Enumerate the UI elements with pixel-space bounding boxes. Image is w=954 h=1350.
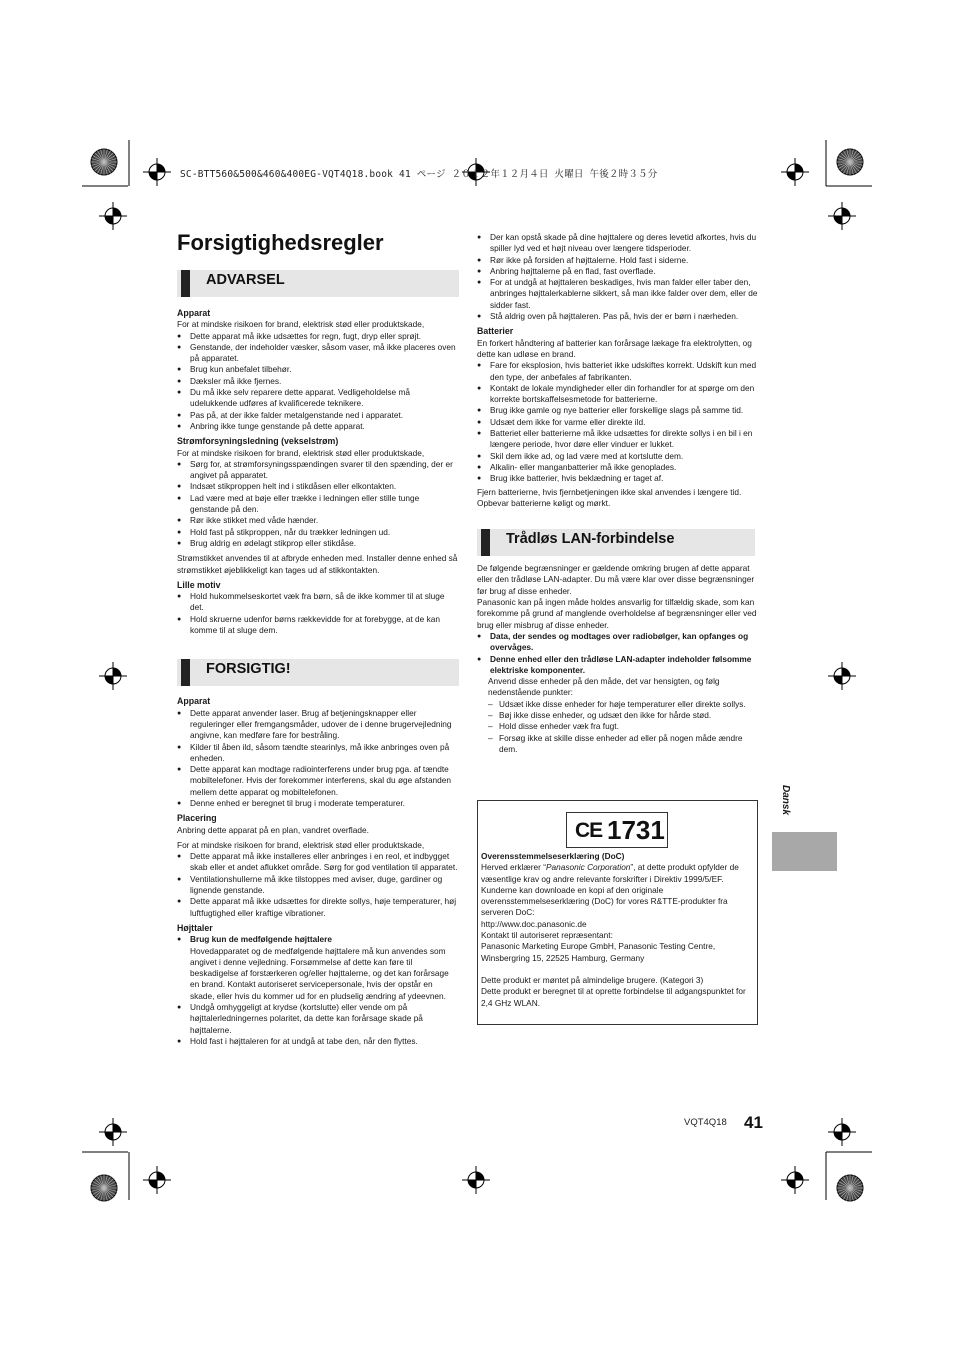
list-item: ● Data, der sendes og modtages over radiobølger, kan opfanges og overvåges. xyxy=(477,631,758,654)
ce-marking xyxy=(566,812,668,848)
hoejttaler-title: Højttaler xyxy=(177,922,213,933)
list-item: ● Batteriet eller batterierne må ikke udsættes for direkte sollys i en bil i en længere periode, hvor døre eller vinduer er lukket. xyxy=(477,428,758,451)
lan-bold-line: Denne enhed eller den trådløse LAN-adapter indeholder følsomme elektriske komponenter. xyxy=(490,653,752,675)
list-item: – Forsøg ikke at skille disse enheder ad eller på nogen måde ændre dem. xyxy=(488,733,758,756)
doc-url[interactable]: http://www.doc.panasonic.de xyxy=(481,918,587,929)
lan-heading: Trådløs LAN-forbindelse xyxy=(506,531,675,548)
doc-address: Panasonic Marketing Europe GmbH, Panasonic Testing Centre, Winsbergring 15, 22525 Hamburg, Germany xyxy=(481,941,716,963)
batterier-intro: En forkert håndtering af batterier kan forårsage lækage fra elektrolytten, og dette kan udløse en brand. xyxy=(477,337,752,359)
list-item: ● Dette apparat må ikke udsættes for direkte sollys, høje temperaturer, høj luftfugtighed eller kraftige vibrationer. xyxy=(177,896,459,919)
advarsel-heading-bar xyxy=(177,270,459,297)
list-item: ● Brug aldrig en ødelagt stikprop eller stikdåse. xyxy=(177,538,459,549)
placering-list xyxy=(177,851,459,919)
batterier-list xyxy=(477,360,758,484)
language-tab xyxy=(772,832,837,871)
list-item: ● Brug ikke batterier, hvis beklædning er taget af. xyxy=(477,473,758,484)
list-item: ● Hold hukommelseskortet væk fra børn, så de ikke kommer til at sluge det. xyxy=(177,591,459,614)
hoejttaler-list xyxy=(177,934,459,1047)
hoejttaler-bold-line: Brug kun de medfølgende højttalere xyxy=(190,934,332,945)
list-item: ● Der kan opstå skade på dine højttalere og deres levetid afkortes, hvis du spiller lyd ved et højt niveau over længere tidsperioder. xyxy=(477,232,758,255)
list-item: ● Denne enhed er beregnet til brug i moderate temperaturer. xyxy=(177,798,459,809)
ce-number: 1731 xyxy=(607,815,665,845)
ce-logo: CE xyxy=(575,819,603,842)
placering-intro1: Anbring dette apparat på en plan, vandret overflade. xyxy=(177,824,369,835)
list-item: ● For at undgå at højttaleren beskadiges, hvis man falder eller taber den, anbringes højttalerkablerne sikkert, så man ikke falder over dem, eller de sidder fast. xyxy=(477,277,758,311)
doc-category: Dette produkt er møntet på almindelige brugere. (Kategori 3) xyxy=(481,974,704,985)
lan-list xyxy=(477,631,758,676)
apparat-title: Apparat xyxy=(177,308,211,318)
doc-contact-label: Kontakt til autoriseret repræsentant: xyxy=(481,930,613,941)
stroem-intro: For at mindske risikoen for brand, elektrisk stød eller produktskade, xyxy=(177,447,425,458)
list-item: ● Dæksler må ikke fjernes. xyxy=(177,376,459,387)
list-item: ● Genstande, der indeholder væsker, såsom vaser, må ikke placeres oven på apparatet. xyxy=(177,342,459,365)
document-code: VQT4Q18 xyxy=(684,1117,727,1128)
list-item: ● Skil dem ikke ad, og lad være med at kortslutte dem. xyxy=(477,451,758,462)
list-item: ● Du må ikke selv reparere dette apparat. Vedligeholdelse må udelukkende udføres af kvalificerede teknikere. xyxy=(177,387,459,410)
doc-wlan: Dette produkt er beregnet til at oprette forbindelse til adgangspunktet for 2,4 GHz WLAN. xyxy=(481,986,746,1008)
stroem-note: Strømstikket anvendes til at afbryde enheden med. Installer denne enhed så strømstikket øjeblikkeligt kan tages ud af stikkontakten. xyxy=(177,553,458,575)
forsigtig-apparat-title: Apparat xyxy=(177,696,211,707)
print-info-line: SC-BTT560&500&460&400EG-VQT4Q18.book 41 ページ ２０１２年１２月４日 火曜日 午後２時３５分 xyxy=(180,169,658,180)
list-item: – Bøj ikke disse enheder, og udsæt den ikke for hårde stød. xyxy=(488,710,758,721)
forsigtig-heading-bar xyxy=(177,659,459,686)
batterier-title: Batterier xyxy=(477,326,514,337)
list-item: ● Hold fast i højttaleren for at undgå at tabe den, når den flyttes. xyxy=(177,1036,459,1047)
list-item: ● Rør ikke stikket med våde hænder. xyxy=(177,515,459,526)
list-item: ● Hold skruerne udenfor børns rækkevidde for at forebygge, at de kan komme til at sluge dem. xyxy=(177,614,459,637)
list-item: ● Sørg for, at strømforsyningsspændingen svarer til den spænding, der er angivet på apparatet. xyxy=(177,459,459,482)
list-item: ● Hold fast på stikproppen, når du trækker ledningen ud. xyxy=(177,527,459,538)
list-item: ● Lad være med at bøje eller trække i ledningen eller stille tunge genstande på den. xyxy=(177,493,459,516)
forsigtig-apparat-list xyxy=(177,708,459,810)
lan-heading-bar xyxy=(477,529,755,556)
doc-download: Kunderne kan downloade en kopi af den originale overensstemmelseserklæring (DoC) for vores R&TTE-produkter fra serveren DoC: xyxy=(481,884,728,918)
list-item: ● Dette apparat anvender laser. Brug af betjeningsknapper eller reguleringer eller fremgangsmåder, udover de i denne brugervejledning angivne, kan medføre fare for bestråling. xyxy=(177,708,459,742)
list-item xyxy=(477,654,758,677)
stroem-title: Strømforsyningsledning (vekselstrøm) xyxy=(177,436,339,447)
list-item: – Hold disse enheder væk fra fugt. xyxy=(488,721,758,732)
lille-list xyxy=(177,591,459,636)
apparat-list xyxy=(177,331,459,433)
forsigtig-heading: FORSIGTIG! xyxy=(206,661,291,678)
list-item: ● Dette apparat må ikke udsættes for regn, fugt, dryp eller sprøjt. xyxy=(177,331,459,342)
left-column xyxy=(177,270,459,1047)
lan-paragraph-1: De følgende begrænsninger er gældende omkring brugen af dette apparat eller den trådløse LAN-adapter. Du må være klar over disse begrænsninger før brug af disse enheder. xyxy=(477,563,755,596)
lille-motiv-title: Lille motiv xyxy=(177,579,221,590)
lan-instructions: Anvend disse enheder på den måde, det var hensigten, og følg nedenstående punkter: xyxy=(488,676,720,698)
list-item xyxy=(177,934,459,1002)
list-item: ● Brug kun anbefalet tilbehør. xyxy=(177,364,459,375)
list-item: ● Kontakt de lokale myndigheder eller din forhandler for at spørge om den korrekte bortskaffelsesmetode for batterierne. xyxy=(477,383,758,406)
list-item: ● Indsæt stikproppen helt ind i stikdåsen eller elkontakten. xyxy=(177,481,459,492)
batterier-note: Fjern batterierne, hvis fjernbetjeningen ikke skal anvendes i længere tid. Opbevar batterierne køligt og mørkt. xyxy=(477,486,742,508)
heading-marker xyxy=(181,270,190,297)
list-item: ● Ventilationshullerne må ikke tilstoppes med aviser, duge, gardiner og lignende genstande. xyxy=(177,874,459,897)
list-item: ● Pas på, at der ikke falder metalgenstande ned i apparatet. xyxy=(177,410,459,421)
lan-paragraph-2: Panasonic kan på ingen måde holdes ansvarlig for tilfældig skade, som kan forekomme på grund af manglende overholdelse af begrænsninger eller ved brug eller misbrug af disse enheder. xyxy=(477,597,757,630)
apparat-intro: For at mindske risikoen for brand, elektrisk stød eller produktskade, xyxy=(177,319,425,330)
list-item: ● Rør ikke på forsiden af højttalerne. Hold fast i siderne. xyxy=(477,255,758,266)
list-item: ● Alkalin- eller manganbatterier må ikke genoplades. xyxy=(477,462,758,473)
placering-title: Placering xyxy=(177,813,217,824)
lan-dash-list xyxy=(477,699,758,755)
list-item: ● Stå aldrig oven på højttaleren. Pas på, hvis der er børn i nærheden. xyxy=(477,311,758,322)
page-title: Forsigtighedsregler xyxy=(177,230,384,255)
list-item: – Udsæt ikke disse enheder for høje temperaturer eller direkte sollys. xyxy=(488,699,758,710)
doc-text-part: ”, at dette produkt opfylder de væsentlige krav og andre relevante forskrifter i Direktiv 1999/5/EF. xyxy=(481,862,739,884)
list-item: ● Anbring ikke tunge genstande på dette apparat. xyxy=(177,421,459,432)
doc-declaration xyxy=(481,862,753,885)
hoejttaler-body: Hovedapparatet og de medfølgende højttalere må kun anvendes som angivet i denne vejledning. Forsømmelse af dette kan føre til beskadigelse af forstærkeren og/eller højttalerne, og det kan forårsage en brand. Kontakt autoriseret servicepersonale, hvis der opstår en skade, eller hvis du kommer ud for en pludselig ændring af ydeevnen. xyxy=(190,945,449,1001)
stroem-list xyxy=(177,459,459,549)
list-item: ● Brug ikke gamle og nye batterier eller forskellige slags på samme tid. xyxy=(477,405,758,416)
page-number: 41 xyxy=(744,1113,763,1132)
list-item: ● Undgå omhyggeligt at krydse (kortslutte) eller vende om på højttalerledningernes polaritet, da dette kan forårsage skade på højttalerne. xyxy=(177,1002,459,1036)
speaker-list xyxy=(477,232,758,322)
list-item: ● Anbring højttalerne på en flad, fast overflade. xyxy=(477,266,758,277)
advarsel-heading: ADVARSEL xyxy=(206,272,285,288)
company-name: Panasonic Corporation xyxy=(546,862,631,873)
doc-title: Overensstemmelseserklæring (DoC) xyxy=(481,851,625,861)
list-item: ● Fare for eksplosion, hvis batteriet ikke udskiftes korrekt. Udskift kun med den type, der anbefales af fabrikanten. xyxy=(477,360,758,383)
language-label xyxy=(770,780,800,820)
doc-text-part: Herved erklærer “ xyxy=(481,862,547,873)
list-item: ● Kilder til åben ild, såsom tændte stearinlys, må ikke anbringes oven på enheden. xyxy=(177,742,459,765)
list-item: ● Udsæt dem ikke for varme eller direkte ild. xyxy=(477,417,758,428)
list-item: ● Dette apparat må ikke installeres eller anbringes i en reol, et indbygget skab eller et andet aflukket område. Sørg for god ventilation til apparatet. xyxy=(177,851,459,874)
language-text: Dansk xyxy=(780,785,791,816)
doc-text xyxy=(481,851,753,1009)
right-column xyxy=(477,232,758,755)
list-item: ● Dette apparat kan modtage radiointerferens under brug pga. af tændte mobiltelefoner. Hvis der forekommer interferens, skal du øge afstanden mellem dette apparat og mobiltelefonen. xyxy=(177,764,459,798)
heading-marker xyxy=(481,529,490,556)
heading-marker xyxy=(181,659,190,686)
placering-intro2: For at mindske risikoen for brand, elektrisk stød eller produktskade, xyxy=(177,839,425,850)
